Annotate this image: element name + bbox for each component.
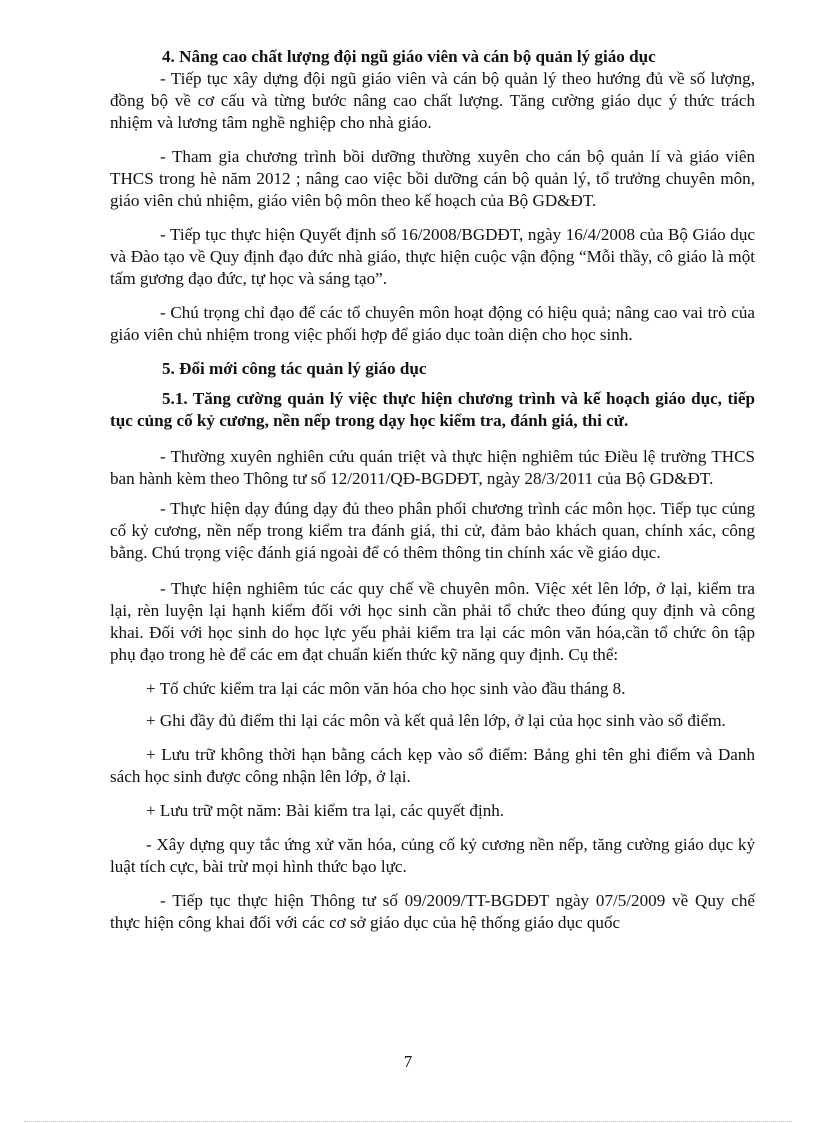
paragraph: - Xây dựng quy tắc ứng xử văn hóa, củng cố kỷ cương nền nếp, tăng cường giáo dục kỷ luật tích cực, bài trừ mọi hình thức bạo lực. — [110, 835, 755, 876]
paragraph: - Tiếp tục xây dựng đội ngũ giáo viên và cán bộ quản lý theo hướng đủ về số lượng, đồng bộ về cơ cấu và từng bước nâng cao chất lượng. Tăng cường giáo dục ý thức trách nhiệm và lương tâm nghề nghiệp cho nhà giáo. — [110, 69, 755, 132]
list-item: + Lưu trữ một năm: Bài kiểm tra lại, các quyết định. — [146, 801, 505, 820]
paragraph: - Tiếp tục thực hiện Quyết định số 16/2008/BGDĐT, ngày 16/4/2008 của Bộ Giáo dục và Đào tạo về Quy định đạo đức nhà giáo, thực hiện cuộc vận động “Mỗi thầy, cô giáo là một tấm gương đạo đức, tự học và sáng tạo”. — [110, 225, 755, 288]
paragraph: - Thực hiện dạy đúng dạy đủ theo phân phối chương trình các môn học. Tiếp tục củng cố kỷ cương, nền nếp trong kiểm tra đánh giá, thi cử, đảm bảo khách quan, chính xác, công bằng. Chú trọng việc đánh giá ngoài để có thêm thông tin chính xác về giáo dục. — [110, 499, 755, 562]
paragraph: - Tiếp tục thực hiện Thông tư số 09/2009/TT-BGDĐT ngày 07/5/2009 về Quy chế thực hiện công khai đối với các cơ sở giáo dục của hệ thống giáo dục quốc — [110, 891, 755, 932]
subsection-heading-5-1: 5.1. Tăng cường quản lý việc thực hiện chương trình và kế hoạch giáo dục, tiếp tục củng cố kỷ cương, nền nếp trong dạy học kiểm tra, đánh giá, thi cử. — [110, 389, 755, 430]
list-item: + Ghi đầy đủ điểm thi lại các môn và kết quả lên lớp, ở lại của học sinh vào sổ điểm. — [146, 711, 726, 730]
paragraph: - Chú trọng chỉ đạo để các tổ chuyên môn hoạt động có hiệu quả; nâng cao vai trò của giáo viên chủ nhiệm trong việc phối hợp để giáo dục toàn diện cho học sinh. — [110, 303, 755, 344]
paragraph: - Thực hiện nghiêm túc các quy chế về chuyên môn. Việc xét lên lớp, ở lại, kiểm tra lại, rèn luyện lại hạnh kiểm đối với học sinh cần phải tổ chức theo đúng quy định và công khai. Đối với học sinh do học lực yếu phải kiểm tra lại các môn văn hóa,cần tổ chức ôn tập phụ đạo trong hè để các em đạt chuẩn kiến thức kỹ năng quy định. Cụ thể: — [110, 579, 755, 664]
section-heading-5: 5. Đổi mới công tác quản lý giáo dục — [162, 359, 427, 378]
list-item: + Tổ chức kiểm tra lại các môn văn hóa cho học sinh vào đầu tháng 8. — [146, 679, 626, 698]
page-divider — [24, 1121, 792, 1122]
section-heading-4: 4. Nâng cao chất lượng đội ngũ giáo viên và cán bộ quản lý giáo dục — [162, 47, 656, 66]
page-number: 7 — [403, 1052, 413, 1071]
paragraph: - Tham gia chương trình bồi dưỡng thường xuyên cho cán bộ quản lí và giáo viên THCS trong hè năm 2012 ; nâng cao việc bồi dưỡng cán bộ quản lý, tổ trưởng chuyên môn, giáo viên chủ nhiệm, giáo viên bộ môn theo kế hoạch của Bộ GD&ĐT. — [110, 147, 755, 210]
list-item: + Lưu trữ không thời hạn bằng cách kẹp vào sổ điểm: Bảng ghi tên ghi điểm và Danh sách học sinh được công nhận lên lớp, ở lại. — [110, 745, 755, 786]
document-body — [110, 46, 755, 934]
paragraph: - Thường xuyên nghiên cứu quán triệt và thực hiện nghiêm túc Điều lệ trường THCS ban hành kèm theo Thông tư số 12/2011/QĐ-BGDĐT, ngày 28/3/2011 của Bộ GD&ĐT. — [110, 447, 755, 488]
